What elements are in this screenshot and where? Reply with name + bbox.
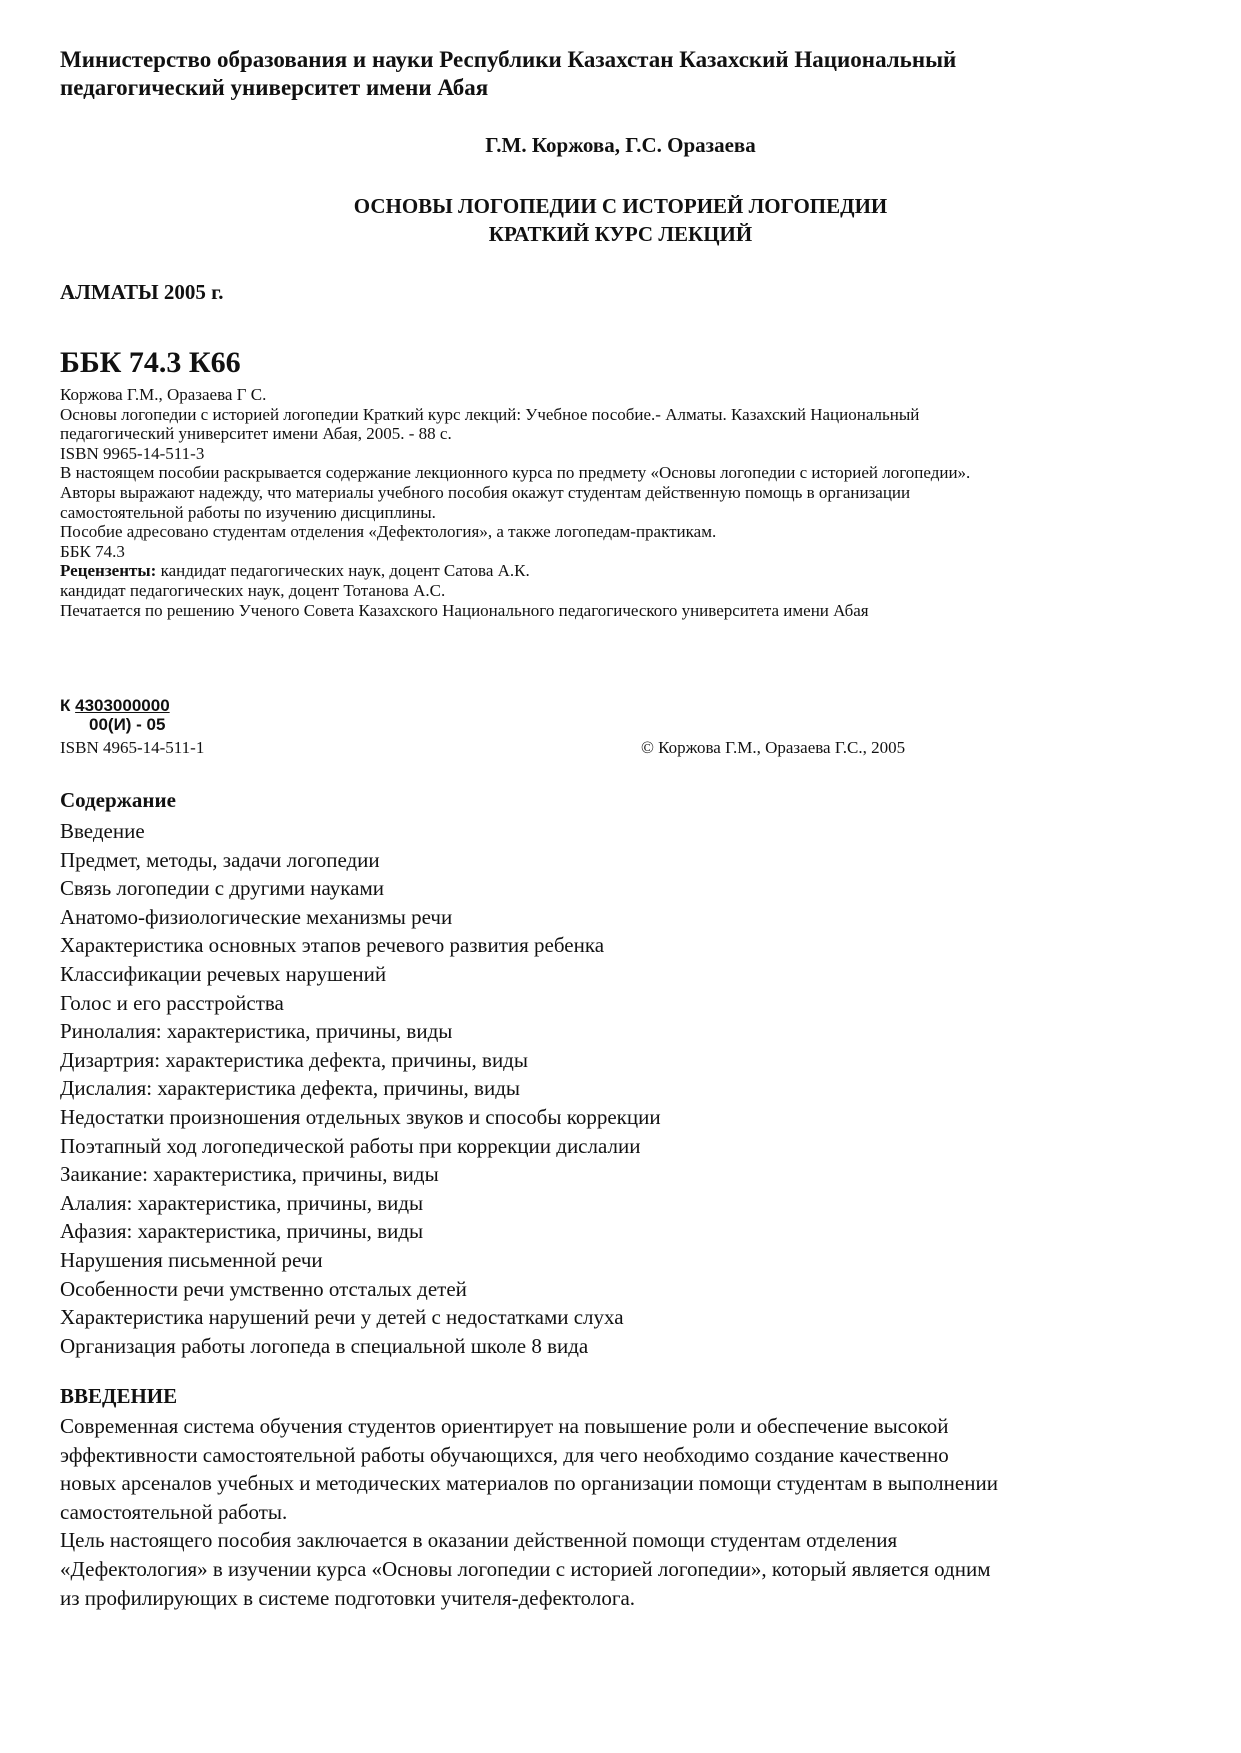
- biblio-desc-1: Основы логопедии с историей логопедии Краткий курс лекций: Учебное пособие.- Алматы. Казахский Национальный: [60, 404, 920, 424]
- toc-item: Алалия: характеристика, причины, виды: [60, 1190, 424, 1215]
- intro-title: ВВЕДЕНИЕ: [60, 1384, 178, 1408]
- intro-line: самостоятельной работы.: [60, 1499, 288, 1524]
- abstract-line-3: самостоятельной работы по изучению дисциплины.: [60, 502, 436, 522]
- ministry-line-2: педагогический университет имени Абая: [60, 75, 489, 100]
- toc-item: Недостатки произношения отдельных звуков и способы коррекции: [60, 1104, 661, 1129]
- audience-line: Пособие адресовано студентам отделения «Дефектология», а также логопедам-практикам.: [60, 522, 717, 542]
- bbk-short: ББК 74.3: [60, 541, 125, 561]
- ministry-line-1: Министерство образования и науки Республики Казахстан Казахский Национальный: [60, 47, 957, 72]
- title-line-2: КРАТКИЙ КУРС ЛЕКЦИЙ: [488, 222, 753, 246]
- k-code-line: [60, 696, 170, 715]
- toc-item: Предмет, методы, задачи логопедии: [60, 847, 380, 872]
- isbn-second: ISBN 4965-14-511-1: [60, 738, 205, 757]
- book-title: [0, 192, 1241, 248]
- intro-line: Цель настоящего пособия заключается в оказании действенной помощи студентам отделения: [60, 1528, 898, 1553]
- biblio-authors: Коржова Г.М., Оразаева Г С.: [60, 385, 267, 404]
- title-line-1: ОСНОВЫ ЛОГОПЕДИИ С ИСТОРИЕЙ ЛОГОПЕДИИ: [353, 194, 888, 218]
- toc-item: Особенности речи умственно отсталых детей: [60, 1276, 467, 1301]
- toc-item: Связь логопедии с другими науками: [60, 876, 385, 901]
- ministry-header: [60, 46, 956, 102]
- toc-item: Введение: [60, 819, 145, 843]
- toc-item: Нарушения письменной речи: [60, 1247, 323, 1272]
- abstract-line-1: В настоящем пособии раскрывается содержание лекционного курса по предмету «Основы логопедии с историей логопедии».: [60, 463, 971, 483]
- toc-item: Заикание: характеристика, причины, виды: [60, 1162, 439, 1187]
- table-of-contents: [60, 817, 661, 1360]
- biblio-desc-2: педагогический университет имени Абая, 2005. - 88 с.: [60, 424, 452, 444]
- k-number: 4303000000: [75, 696, 170, 715]
- city-year: АЛМАТЫ 2005 г.: [60, 280, 224, 304]
- k-sub: 00(И) - 05: [89, 715, 166, 734]
- bbk-heading: ББК 74.3 К66: [60, 346, 241, 379]
- toc-item: Классификации речевых нарушений: [60, 961, 387, 986]
- k-code-block: [60, 696, 170, 734]
- toc-item: Организация работы логопеда в специальной школе 8 вида: [60, 1333, 589, 1358]
- toc-item: Ринолалия: характеристика, причины, виды: [60, 1019, 453, 1044]
- toc-item: Дизартрия: характеристика дефекта, причины, виды: [60, 1047, 528, 1072]
- toc-item: Характеристика основных этапов речевого развития ребенка: [60, 933, 605, 958]
- bibliographic-block: [60, 385, 970, 620]
- toc-item: Характеристика нарушений речи у детей с недостатками слуха: [60, 1305, 624, 1330]
- toc-item: Анатомо-физиологические механизмы речи: [60, 904, 453, 929]
- copyright-line: © Коржова Г.М., Оразаева Г.С., 2005: [641, 738, 906, 757]
- intro-line: из профилирующих в системе подготовки учителя-дефектолога.: [60, 1585, 636, 1610]
- k-prefix: К: [60, 696, 76, 715]
- intro-line: новых арсеналов учебных и методических материалов по организации помощи студентам в выполнении: [60, 1471, 998, 1496]
- toc-item: Дислалия: характеристика дефекта, причины, виды: [60, 1076, 520, 1101]
- toc-item: Поэтапный ход логопедической работы при коррекции дислалии: [60, 1133, 641, 1158]
- reviewers-line: [60, 561, 970, 581]
- intro-line: Современная система обучения студентов ориентирует на повышение роли и обеспечение высокой: [60, 1414, 949, 1438]
- toc-item: Голос и его расстройства: [60, 990, 284, 1015]
- reviewer-2: кандидат педагогических наук, доцент Тотанова А.С.: [60, 580, 446, 600]
- approval-line: Печатается по решению Ученого Совета Казахского Национального педагогического университета имени Абая: [60, 600, 869, 620]
- toc-item: Афазия: характеристика, причины, виды: [60, 1219, 424, 1244]
- intro-text: [60, 1412, 998, 1612]
- biblio-isbn: ISBN 9965-14-511-3: [60, 443, 205, 463]
- intro-line: «Дефектология» в изучении курса «Основы логопедии с историей логопедии», который является одним: [60, 1556, 991, 1581]
- reviewers-label: Рецензенты:: [60, 561, 157, 581]
- abstract-line-2: Авторы выражают надежду, что материалы учебного пособия окажут студентам действенную помощь в организации: [60, 482, 911, 502]
- toc-title: Содержание: [60, 788, 176, 812]
- reviewer-1: кандидат педагогических наук, доцент Сатова А.К.: [156, 561, 530, 581]
- intro-line: эффективности самостоятельной работы обучающихся, для чего необходимо создание качественно: [60, 1442, 949, 1467]
- authors-heading: Г.М. Коржова, Г.С. Оразаева: [485, 133, 756, 157]
